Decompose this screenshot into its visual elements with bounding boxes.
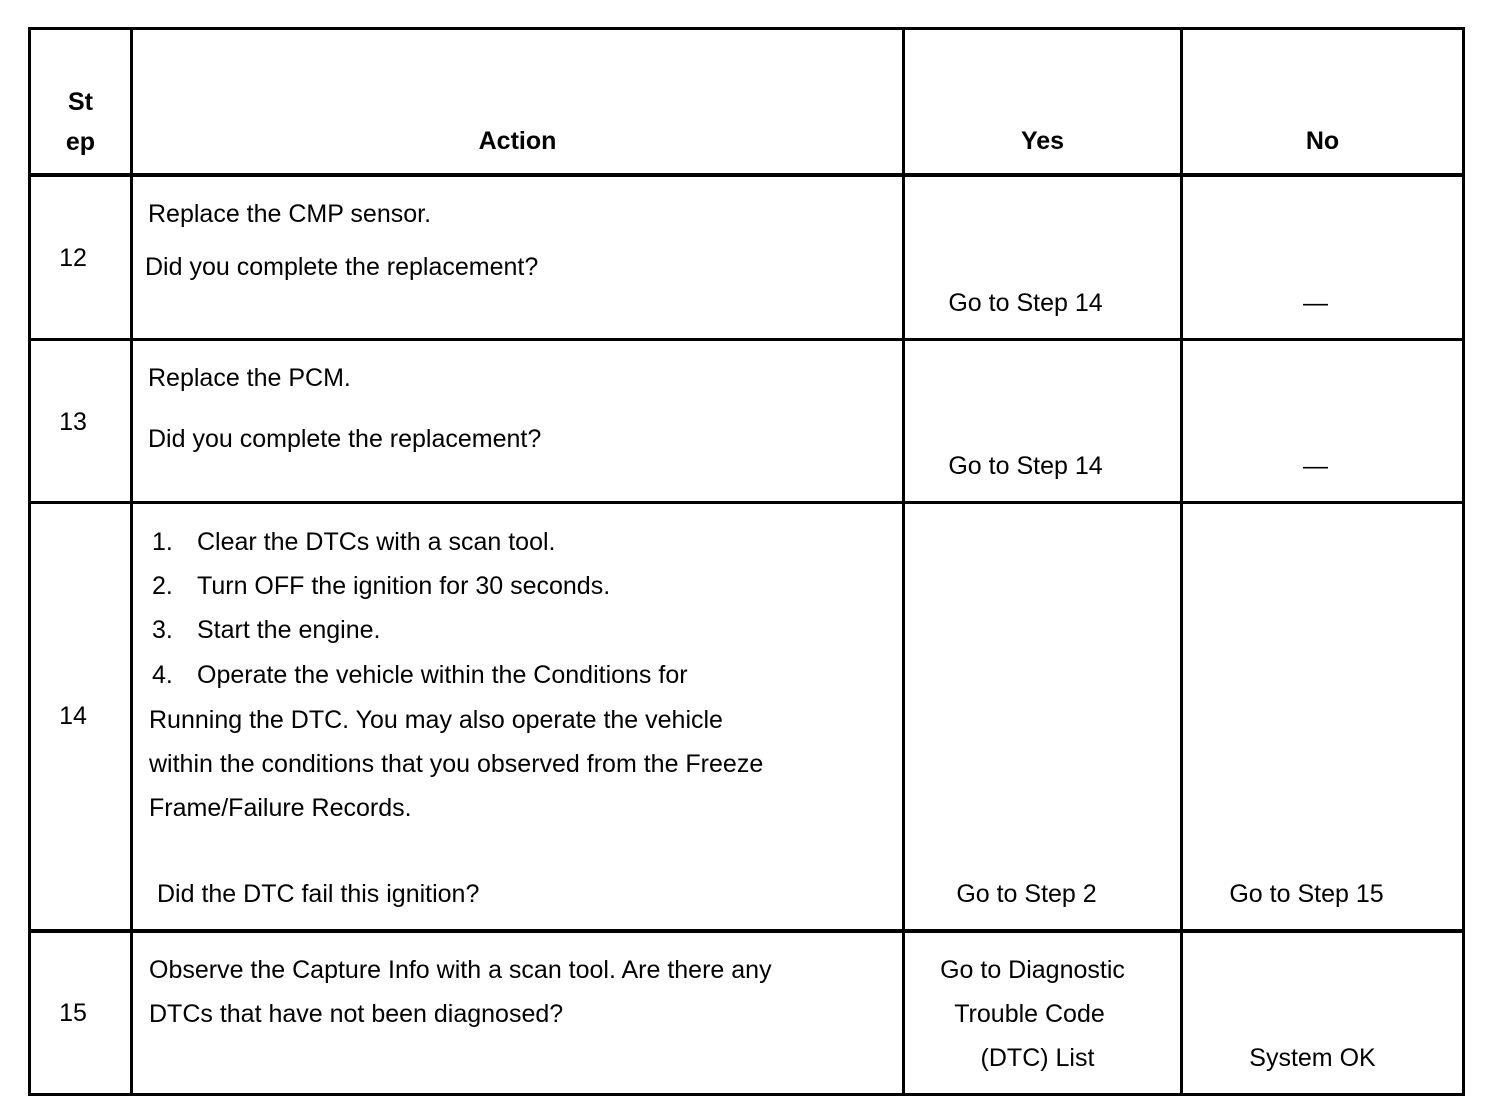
row-divider-14-15 — [28, 929, 1465, 933]
header-step-line1: St — [68, 88, 93, 116]
yes-result: Go to Step 14 — [948, 452, 1103, 480]
step-number: 15 — [59, 999, 87, 1027]
yes-result: Go to Step 14 — [948, 289, 1103, 317]
header-action: Action — [478, 127, 557, 155]
action-text: Replace the PCM. — [148, 364, 351, 392]
no-result: System OK — [1249, 1044, 1376, 1072]
list-number: 4. — [152, 661, 173, 689]
action-question: Did you complete the replacement? — [145, 253, 539, 281]
header-yes: Yes — [1020, 127, 1065, 155]
step-number: 13 — [59, 408, 87, 436]
no-result: — — [1303, 452, 1328, 480]
yes-result: (DTC) List — [980, 1044, 1095, 1072]
row-divider-13-14 — [28, 501, 1465, 504]
continuation-text: Running the DTC. You may also operate the vehicle — [149, 706, 723, 734]
header-no: No — [1305, 127, 1340, 155]
yes-result: Go to Step 2 — [956, 880, 1097, 908]
yes-result: Go to Diagnostic — [940, 956, 1125, 984]
column-divider-yes-no — [1180, 27, 1183, 1096]
action-text: Replace the CMP sensor. — [148, 200, 432, 228]
list-number: 1. — [152, 528, 173, 556]
list-item: Clear the DTCs with a scan tool. — [197, 528, 556, 556]
table-border-right — [1462, 27, 1465, 1096]
list-number: 3. — [152, 616, 173, 644]
column-divider-action-yes — [902, 27, 905, 1096]
no-result: Go to Step 15 — [1229, 880, 1384, 908]
table-border-top — [28, 27, 1465, 30]
row-divider-12-13 — [28, 338, 1465, 341]
continuation-text: Frame/Failure Records. — [149, 794, 412, 822]
action-question: Did you complete the replacement? — [148, 425, 542, 453]
yes-result: Trouble Code — [954, 1000, 1105, 1028]
continuation-text: within the conditions that you observed from the Freeze — [149, 750, 764, 778]
action-text: Observe the Capture Info with a scan tool. Are there any — [149, 956, 772, 984]
list-item: Start the engine. — [197, 616, 381, 644]
list-number: 2. — [152, 572, 173, 600]
header-divider — [28, 173, 1465, 177]
list-item: Turn OFF the ignition for 30 seconds. — [197, 572, 611, 600]
no-result: — — [1303, 289, 1328, 317]
action-question: Did the DTC fail this ignition? — [157, 880, 480, 908]
table-border-bottom — [28, 1093, 1465, 1096]
step-number: 14 — [59, 702, 87, 730]
column-divider-step-action — [130, 27, 133, 1096]
step-number: 12 — [59, 244, 87, 272]
action-text: DTCs that have not been diagnosed? — [149, 1000, 564, 1028]
header-step-line2: ep — [65, 128, 96, 156]
list-item: Operate the vehicle within the Conditions for — [197, 661, 688, 689]
table-border-left — [28, 27, 31, 1096]
